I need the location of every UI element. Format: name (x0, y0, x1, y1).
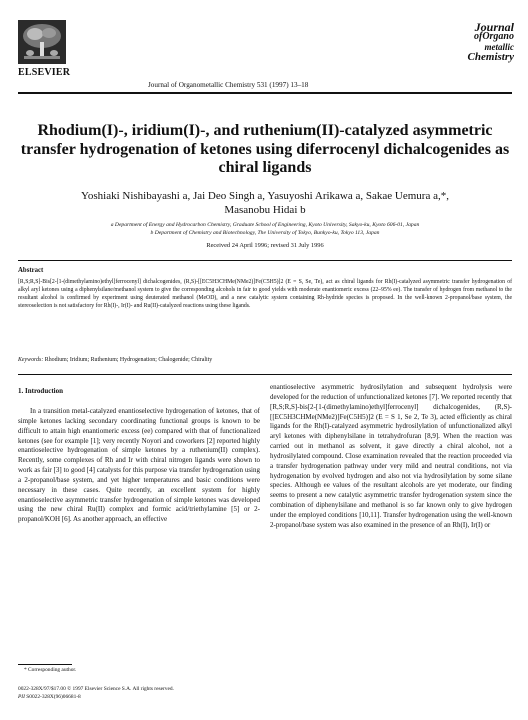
pii-line (18, 694, 174, 702)
journal-logo-line: Journal (474, 20, 514, 34)
section-heading: 1. Introduction (18, 387, 63, 395)
journal-logo-line: metallic (484, 42, 514, 52)
corresponding-author-note: * Corresponding author. (24, 667, 77, 673)
keywords (18, 357, 512, 363)
journal-citation: Journal of Organometallic Chemistry 531 (1997) 13–18 (148, 81, 309, 89)
pii-label: PII (18, 693, 25, 700)
author-list (18, 189, 512, 217)
author-line: Yoshiaki Nishibayashi a, Jai Deo Singh a, Yasuyoshi Arikawa a, Sakae Uemura a,*, (81, 190, 449, 202)
title-line: transfer hydrogenation of ketones using diferrocenyl dichalcogenides as (20, 140, 510, 158)
title-line: Rhodium(I)-, iridium(I)-, and ruthenium(II)-catalyzed asymmetric (37, 122, 493, 139)
header-rule (18, 92, 512, 94)
body-column-left: In a transition metal-catalyzed enantioselective hydrogenation of ketones, that of simple ketones lacking secondary coordinating functional groups is known to be difficult to attain high enantiomeric excess (ee) compared with that of functionalized ketones (see for example [1]; very recently Noyori and coworkers [2] reported highly enantioselective hydrogenation of simple ketones by a ruthenium(II) complex). Recently, some complexes of Rh and Ir with chiral nitrogen ligands were shown to work as fair [3] to good [4] catalysts for this purpose via transfer hydrogenation using a 2-propanol/base system, and yet higher temperatures and basic conditions were necessary in these cases. Quite recently, an excellent system for highly enantioselective asymmetric transfer hydrogenation of simple ketones was developed using the new chiral Ru(II) complex and formic acid/triethylamine [5] or 2-propanol/KOH [6]. As another approach, an effective (18, 407, 260, 524)
affiliation-b: b Department of Chemistry and Biotechnology, The University of Tokyo, Bunkyo-ku, Tokyo 113, Japan (150, 229, 380, 236)
affiliation-a: a Department of Energy and Hydrocarbon Chemistry, Graduate School of Engineering, Kyoto University, Sakyo-ku, Kyoto 606-01, Japan (110, 222, 420, 228)
keywords-rule (18, 374, 512, 375)
publisher-name: ELSEVIER (18, 67, 71, 78)
footnote-rule (18, 664, 72, 665)
copyright-block (18, 686, 174, 702)
journal-logo-line: ofOrgano (473, 31, 514, 42)
received-dates: Received 24 April 1996; revised 31 July 1996 (206, 242, 324, 249)
keywords-value: Rhodium; Iridium; Ruthenium; Hydrogenation; Chalogenide; Chirality (44, 357, 213, 363)
title-line: chiral ligands (218, 159, 312, 176)
journal-logo (450, 22, 514, 62)
pii-value: S0022-328X(96)06681-8 (26, 693, 81, 700)
author-line: Masanobu Hidai b (224, 204, 306, 216)
issn-line: 0022-328X/97/$17.00 © 1997 Elsevier Science S.A. All rights reserved. (18, 686, 174, 692)
abstract-body: [R,S;R,S]-Bis[2-[1-(dimethylamino)ethyl]ferrocenyl] dichalcogenides, (R,S)-[[EC5H3CHMe(NMe2)]Fe(C5H5)]2 (E = S, Se, Te), act as chiral ligands for Rh(I)-catalyzed asymmetric transfer hydrogenation of alkyl aryl ketones using a diphenylsilane/methanol system to give the corresponding alcohols in fair to good yields with moderate enantiomeric excess (22–95% ee). The transfer of hydrogen from methanol to the resultant alcohol is confirmed by experiment using deuterated methanol (MeOD), and a new catalytic system containing Rh-hydride species is proposed. In the well-known 2-propanol/base system, the stereoselection is not satisfactory for Rh(I)-, Ir(I)- and Ru(II)-catalyzed reactions using these ligands. (18, 279, 512, 310)
abstract-heading: Abstract (18, 267, 44, 274)
journal-logo-line: Chemistry (467, 51, 514, 63)
article-title (18, 122, 512, 178)
body-column-right: enantioselective asymmetric hydrosilylation and subsequent hydrolysis were developed for the reduction of unfunctionalized ketones [7]. We reported recently that [R,S;R,S]-bis[2-[1-(dimethylamino)ethyl]ferrocenyl] dichalcogenides, (R,S)-[[EC5H3CHMe(NMe2)]Fe(C5H5)]2 (E = S 1, Se 2, Te 3), acted efficiently as chiral ligands for the Rh(I)-catalyzed asymmetric hydrosilylation of unfunctionalized alkyl aryl ketones with diphenylsilane in tetrahydrofuran [8,9]. When the reaction was carried out in methanol as solvent, it gave directly a chiral alcohol, not a hydrosilylated compound. Close examination revealed that the reaction proceeded via a transfer hydrogenation pathway under very mild and neutral conditions, not via hydrogenation by evolved hydrogen and also not via hydrosilylation by some silane species. Although ee values of the resultant alcohols are yet moderate, our finding seems to present a new catalytic asymmetric transfer hydrogenation system since the combination of diphenylsilane and methanol is so far known only to give hydrogen under the employed conditions [10,11]. Transfer hydrogenation using the well-known 2-propanol/base system was also examined in the presence of an Rh(I), Ir(I) or (270, 383, 512, 529)
keywords-label: Keywords: (18, 357, 44, 363)
abstract-rule (18, 260, 512, 261)
affiliations (18, 222, 512, 237)
elsevier-tree-logo-icon (18, 20, 66, 64)
